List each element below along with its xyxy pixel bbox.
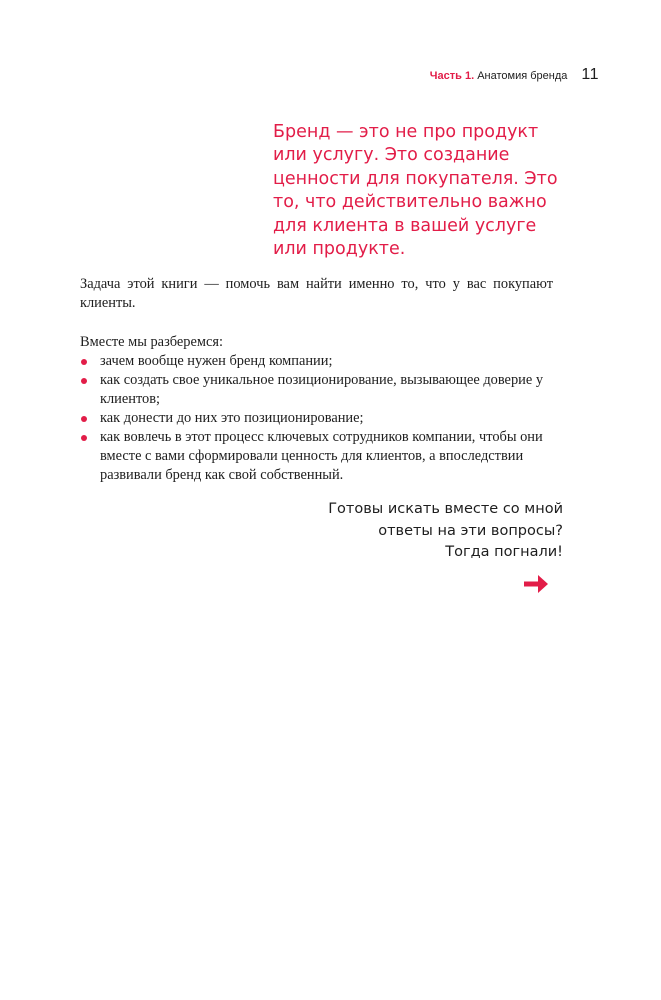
list-item bbox=[80, 409, 553, 428]
list-item-text: как создать свое уникальное позиционирование, вызывающее доверие у клиентов; bbox=[100, 372, 544, 407]
list-item-text: как вовлечь в этот процесс ключевых сотрудников компании, чтобы они вместе с вами сформировали ценность для клиентов, а впоследствии развивали бренд как свой собственный. bbox=[100, 429, 543, 483]
bullet-dot-icon bbox=[81, 378, 87, 384]
list-item bbox=[80, 352, 553, 371]
list-item bbox=[80, 371, 553, 409]
chapter-heading bbox=[430, 70, 568, 82]
list-item bbox=[80, 428, 553, 485]
bullet-dot-icon bbox=[81, 435, 87, 441]
arrow-shape bbox=[524, 575, 548, 593]
pull-quote: Бренд — это не про продукт или услугу. Это создание ценности для покупателя. Это то, что действительно важно для клиента в вашей услуге или продукте. bbox=[273, 122, 558, 260]
list-item-text: как донести до них это позиционирование; bbox=[100, 410, 364, 426]
intro-paragraph: Задача этой книги — помочь вам найти именно то, что у вас покупают клиенты. bbox=[80, 276, 553, 311]
running-header bbox=[430, 66, 599, 84]
closing-text: Готовы искать вместе со мной ответы на эти вопросы? Тогда погнали! bbox=[328, 501, 563, 560]
bullet-list bbox=[80, 352, 553, 485]
chapter-title: Анатомия бренда bbox=[477, 70, 568, 82]
bullet-dot-icon bbox=[81, 359, 87, 365]
list-item-text: зачем вообще нужен бренд компании; bbox=[100, 353, 333, 369]
list-intro: Вместе мы разберемся: bbox=[80, 334, 223, 350]
page-number: 11 bbox=[581, 66, 599, 83]
chapter-label: Часть 1. bbox=[429, 70, 475, 82]
bullet-dot-icon bbox=[81, 416, 87, 422]
arrow-right-icon[interactable] bbox=[522, 572, 550, 596]
